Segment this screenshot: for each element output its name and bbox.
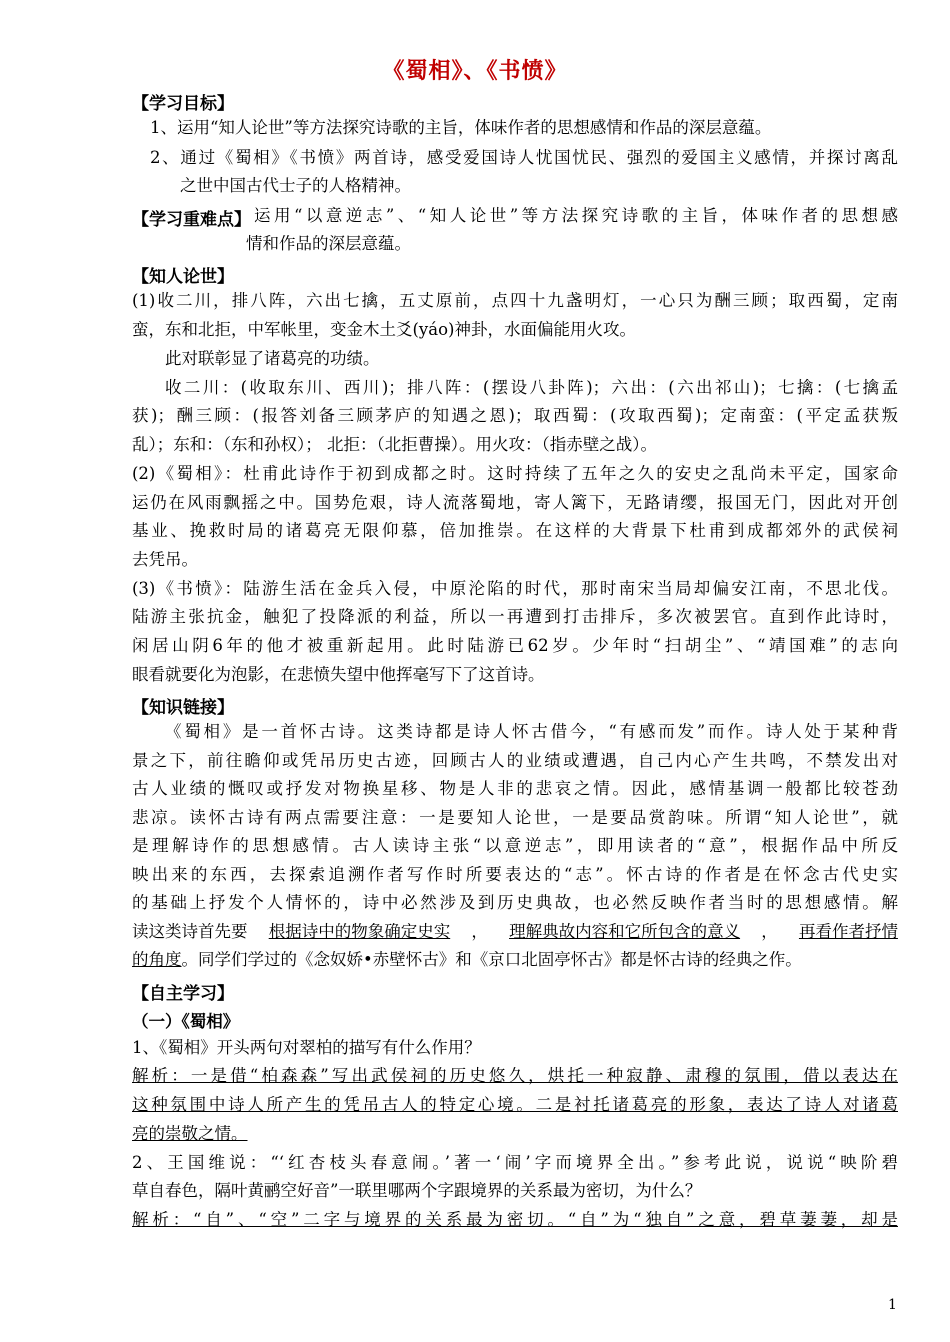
key-points-line-1: 运用“以意逆志”、“知人论世”等方法探究诗歌的主旨，体味作者的思想感 bbox=[254, 206, 898, 225]
context-p3-line-2: 获)；酬三顾：(报答刘备三顾茅庐的知遇之恩)；取西蜀：(攻取西蜀)；定南蛮：(平定孟获叛 bbox=[132, 406, 898, 425]
page-number: 1 bbox=[888, 1297, 897, 1313]
context-p4-line-3: 基业、挽救时局的诸葛亮无限仰慕，倍加推崇。在这样的大背景下杜甫到成都郊外的武侯祠 bbox=[132, 521, 898, 540]
section-shuxiang-heading: （一）《蜀相》 bbox=[132, 1012, 240, 1031]
context-p3-line-1: 收二川：(收取东川、西川)；排八阵：(摆设八卦阵)；六出：(六出祁山)；七擒：(七擒孟 bbox=[165, 378, 898, 397]
key-points-line-2: 情和作品的深层意蕴。 bbox=[246, 234, 411, 253]
knowledge-link-line-3: 古人业绩的慨叹或抒发对物换星移、物是人非的悲哀之情。因此，感情基调一般都比较苍劲 bbox=[132, 779, 898, 798]
context-p2: 此对联彰显了诸葛亮的功绩。 bbox=[165, 349, 380, 368]
page-title: 《蜀相》、《书愤》 bbox=[382, 58, 568, 84]
context-p4-line-2: 运仍在风雨飘摇之中。国势危艰，诗人流落蜀地，寄人篱下，无路请缨，报国无门，因此对开创 bbox=[132, 493, 898, 512]
knowledge-link-line-8-text-c: ， bbox=[471, 922, 488, 941]
context-p3-line-3: 乱）；东和：（东和孙权）； 北拒：（北拒曹操）。用火攻：（指赤壁之战）。 bbox=[132, 435, 657, 454]
answer-2-line-1: 解析：“自”、“空”二字与境界的关系最为密切。“自”为“独自”之意，碧草萋萋，却是 bbox=[132, 1210, 898, 1229]
self-study-heading: 【自主学习】 bbox=[132, 984, 234, 1004]
question-1: 1、《蜀相》开头两句对翠柏的描写有什么作用？ bbox=[132, 1038, 481, 1057]
knowledge-link-line-8 bbox=[132, 921, 898, 943]
key-points-heading: 【学习重难点】 bbox=[132, 210, 251, 230]
context-p5-line-4: 眼看就要化为泡影，在悲愤失望中他挥毫写下了这首诗。 bbox=[132, 665, 545, 684]
knowledge-link-line-1: 《蜀相》是一首怀古诗。这类诗都是诗人怀古借今，“有感而发”而作。诗人处于某种背 bbox=[165, 722, 898, 741]
context-p4-line-4: 去凭吊。 bbox=[132, 550, 198, 569]
knowledge-link-key-2: 理解典故内容和它所包含的意义 bbox=[509, 922, 741, 941]
knowledge-link-heading: 【知识链接】 bbox=[132, 698, 234, 718]
context-p1-line-2: 蛮，东和北拒，中军帐里，变金木土爻(yáo)神卦，水面偏能用火攻。 bbox=[132, 320, 636, 339]
context-p5-line-3: 闲居山阴6年的他才被重新起用。此时陆游已62岁。少年时“扫胡尘”、“靖国难”的志向 bbox=[132, 636, 898, 655]
answer-1-line-2: 这种氛围中诗人所产生的凭吊古人的特定心境。二是衬托诸葛亮的形象，表达了诗人对诸葛 bbox=[132, 1095, 898, 1114]
knowledge-link-line-9 bbox=[132, 949, 898, 971]
answer-1-line-1: 解析：一是借“柏森森”写出武侯祠的历史悠久，烘托一种寂静、肃穆的氛围，借以表达在 bbox=[132, 1066, 898, 1085]
context-p4-line-1: (2)《蜀相》：杜甫此诗作于初到成都之时。这时持续了五年之久的安史之乱尚未平定，国家命 bbox=[132, 464, 898, 483]
knowledge-link-line-9-text: 。同学们学过的《念奴娇•赤壁怀古》和《京口北固亭怀古》都是怀古诗的经典之作。 bbox=[181, 950, 802, 969]
goal-item-2-line-2: 之世中国古代士子的人格精神。 bbox=[180, 176, 411, 195]
knowledge-link-line-8-text-a: 读这类诗首先要 bbox=[132, 922, 248, 941]
context-heading: 【知人论世】 bbox=[132, 267, 234, 287]
answer-1-line-3-text: 亮的崇敬之情。 bbox=[132, 1124, 248, 1143]
knowledge-link-key-1: 根据诗中的物象确定史实 bbox=[268, 922, 451, 941]
context-p5-line-2: 陆游主张抗金，触犯了投降派的利益，所以一再遭到打击排斥，多次被罢官。直到作此诗时， bbox=[132, 607, 898, 626]
knowledge-link-line-4: 悲凉。读怀古诗有两点需要注意：一是要知人论世，一是要品赏韵味。所谓“知人论世”，就 bbox=[132, 808, 898, 827]
knowledge-link-line-7: 的基础上抒发个人情怀的，诗中必然涉及到历史典故，也必然反映作者当时的思想感情。解 bbox=[132, 893, 898, 912]
question-2-line-2: 草自春色，隔叶黄鹂空好音”一联里哪两个字跟境界的关系最为密切，为什么？ bbox=[132, 1181, 702, 1200]
goal-item-1: 1、运用“知人论世”等方法探究诗歌的主旨，体味作者的思想感情和作品的深层意蕴。 bbox=[150, 118, 772, 137]
goals-heading: 【学习目标】 bbox=[132, 94, 234, 114]
context-p1-line-1: (1)收二川，排八阵，六出七擒，五丈原前，点四十九盏明灯，一心只为酬三顾；取西蜀，定南 bbox=[132, 291, 898, 310]
question-2-line-1: 2、王国维说：“‘红杏枝头春意闹。’著一‘闹’字而境界全出。”参考此说，说说“映阶碧 bbox=[132, 1153, 898, 1172]
knowledge-link-key-3-end: 的角度 bbox=[132, 950, 182, 969]
knowledge-link-key-3: 再看作者抒情 bbox=[798, 922, 898, 941]
goal-item-2-line-1: 2、通过《蜀相》《书愤》两首诗，感受爱国诗人忧国忧民、强烈的爱国主义感情，并探讨离乱 bbox=[150, 148, 898, 167]
knowledge-link-line-5: 是理解诗作的思想感情。古人读诗主张“以意逆志”，即用读者的“意”，根据作品中所反 bbox=[132, 836, 898, 855]
knowledge-link-line-8-text-e: ， bbox=[761, 922, 778, 941]
knowledge-link-line-6: 映出来的东西，去探索追溯作者写作时所要表达的“志”。怀古诗的作者是在怀念古代史实 bbox=[132, 865, 898, 884]
answer-1-line-3 bbox=[132, 1123, 898, 1145]
knowledge-link-line-2: 景之下，前往瞻仰或凭吊历史古迹，回顾古人的业绩或遭遇，自己内心产生共鸣，不禁发出对 bbox=[132, 751, 898, 770]
context-p5-line-1: (3)《书愤》：陆游生活在金兵入侵，中原沦陷的时代，那时南宋当局却偏安江南，不思北伐。 bbox=[132, 579, 898, 598]
